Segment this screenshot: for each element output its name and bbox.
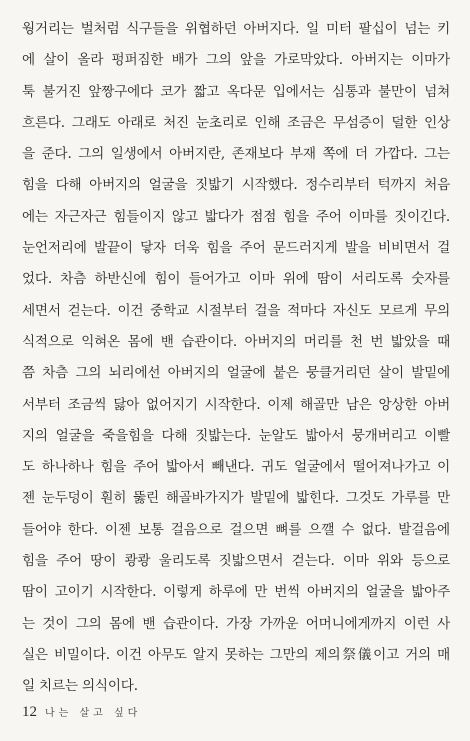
text-line: 서부터 조금씩 닳아 없어지기 시작한다. 이제 해골만 남은 앙상한 아버 <box>22 396 450 413</box>
text-line: 세면서 걷는다. 이건 중학교 시절부터 걸을 적마다 자신도 모르게 무의 <box>22 302 450 319</box>
text-line: 는 것이 그의 몸에 밴 습관이다. 가장 가까운 어머니에게까지 이런 사 <box>22 615 450 632</box>
text-line: 에는 자근자근 힘들이지 않고 밟다가 점점 힘을 주어 이마를 짓이긴다. <box>22 208 450 225</box>
text-line: 일 치르는 의식이다. <box>22 678 138 695</box>
body-text <box>22 14 450 703</box>
text-line: 을 준다. 그의 일생에서 아버지란, 존재보다 부재 쪽에 더 가깝다. 그는 <box>22 146 450 163</box>
text-line: 힘을 다해 아버지의 얼굴을 짓밟기 시작했다. 정수리부터 턱까지 처음 <box>22 177 450 194</box>
text-line: 지의 얼굴을 죽을힘을 다해 짓밟는다. 눈알도 밟아서 뭉개버리고 이빨 <box>22 427 450 444</box>
text-line: 땀이 고이기 시작한다. 이렇게 하루에 만 번씩 아버지의 얼굴을 밟아주 <box>22 584 450 601</box>
text-line: 에 살이 올라 펑퍼짐한 배가 그의 앞을 가로막았다. 아버지는 이마가 <box>22 52 450 69</box>
text-line: 도 하나하나 힘을 주어 밟아서 빼낸다. 귀도 얼굴에서 떨어져나가고 이 <box>22 459 450 476</box>
running-title: 나는 살고 싶다 <box>45 708 142 719</box>
page-footer <box>22 704 141 721</box>
text-line: 쯤 차츰 그의 뇌리에선 아버지의 얼굴에 붙은 뭉클거리던 살이 발밑에 <box>22 365 450 382</box>
text-line: 흐른다. 그래도 아래로 처진 눈초리로 인해 조금은 무섬증이 덜한 인상 <box>22 114 450 131</box>
text-line: 웡거리는 벌처럼 식구들을 위협하던 아버지다. 일 미터 팔십이 넘는 키 <box>22 21 450 37</box>
text-line: 툭 불거진 앞짱구에다 코가 짧고 옥다문 입에서는 심통과 불만이 넘쳐 <box>22 83 450 100</box>
text-line: 들어야 한다. 이젠 보통 걸음으로 걸으면 뼈를 으깰 수 없다. 발걸음에 <box>22 521 450 538</box>
text-line: 식적으로 익혀온 몸에 밴 습관이다. 아버지의 머리를 천 번 밟았을 때 <box>22 333 450 350</box>
text-line: 실은 비밀이다. 이건 아무도 알지 못하는 그만의 제의祭儀이고 거의 매 <box>22 646 450 663</box>
page-number: 12 <box>22 704 37 720</box>
text-line: 힘을 주어 땅이 쾅쾅 울리도록 짓밟으면서 걷는다. 이마 위와 등으로 <box>22 553 450 570</box>
text-line: 젠 눈두덩이 훤히 뚫린 해골바가지가 발밑에 밟힌다. 그것도 가루를 만 <box>22 490 450 507</box>
text-line: 었다. 차츰 하반신에 힘이 들어가고 이마 위에 땀이 서리도록 숫자를 <box>22 271 450 288</box>
text-line: 눈언저리에 발끝이 닿자 더욱 힘을 주어 문드러지게 발을 비비면서 걸 <box>22 240 450 257</box>
